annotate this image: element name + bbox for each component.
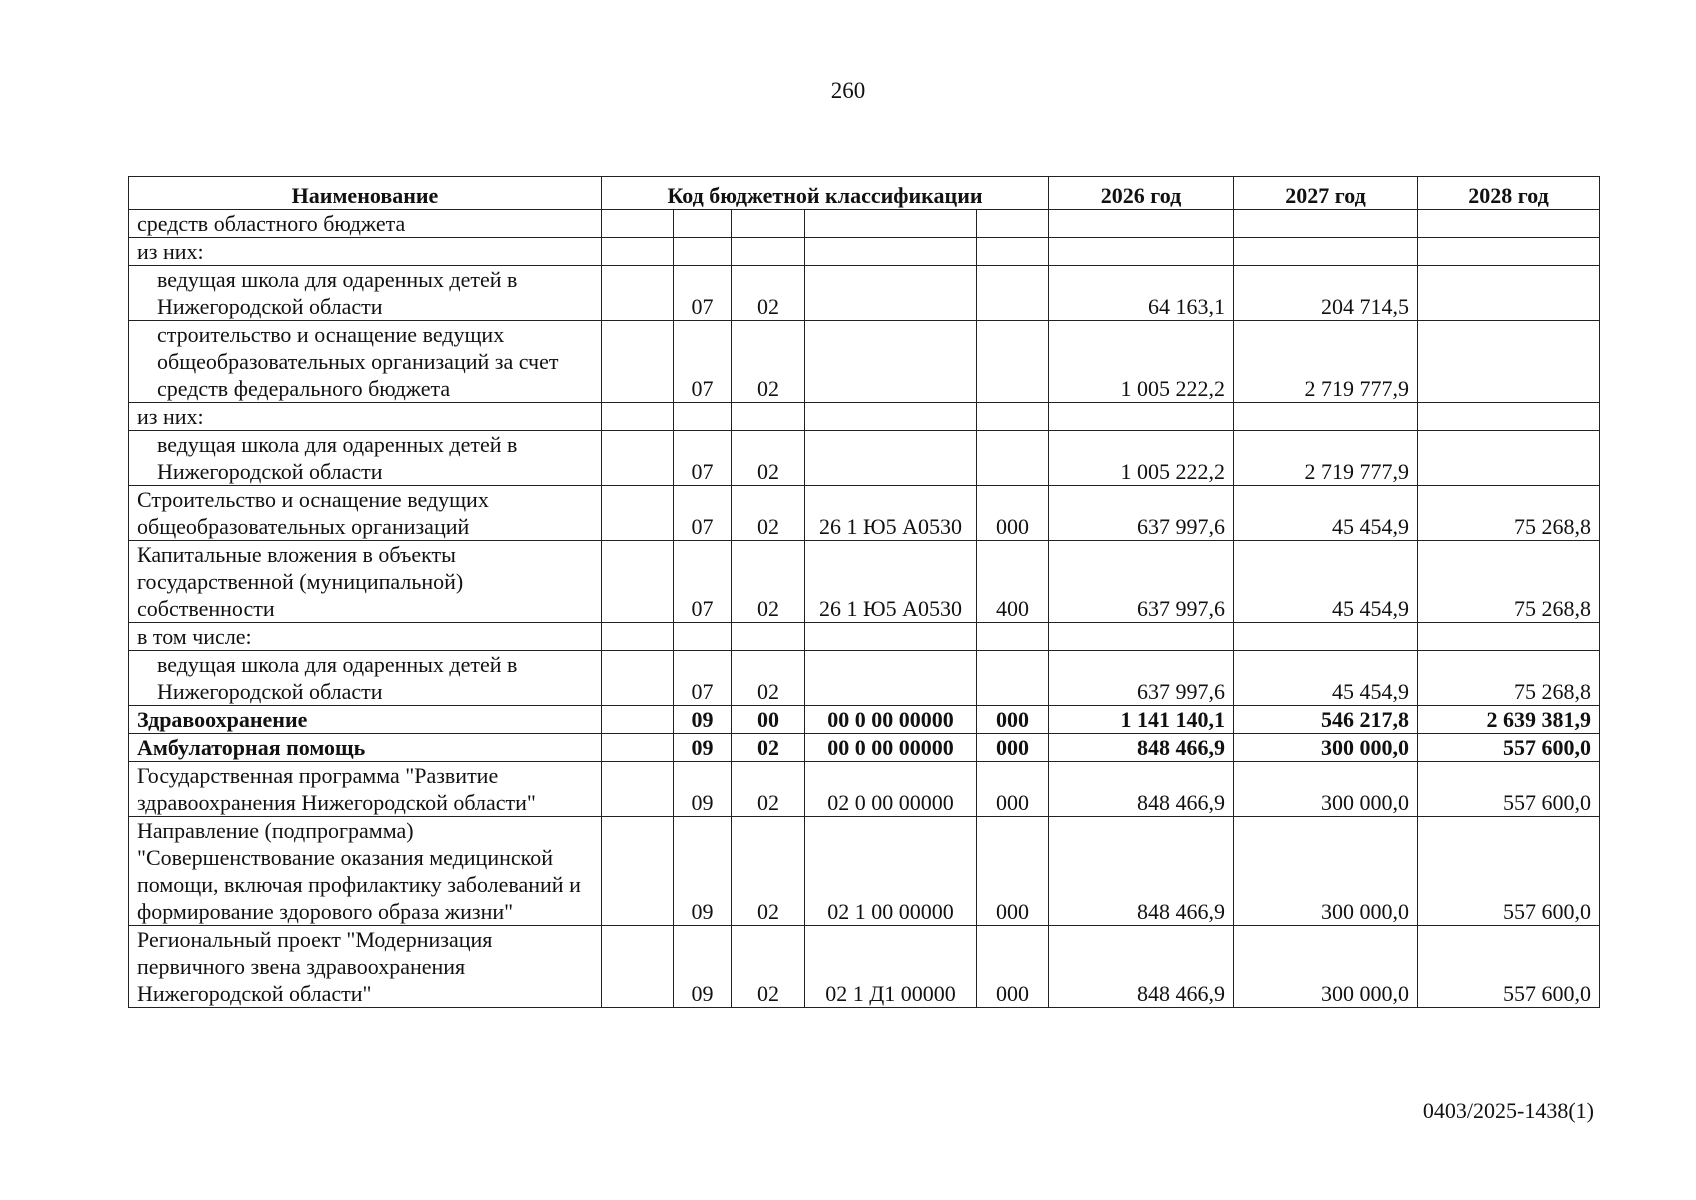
row-code-section: 09 — [674, 817, 732, 926]
row-code-target — [805, 321, 977, 403]
row-code-section — [674, 623, 732, 651]
row-2028: 75 268,8 — [1418, 651, 1600, 706]
table-row — [129, 486, 1600, 541]
row-2026 — [1049, 210, 1234, 238]
row-code-target — [805, 651, 977, 706]
row-code-section — [674, 210, 732, 238]
row-code-expense — [977, 431, 1049, 486]
row-code-target: 26 1 Ю5 А0530 — [805, 541, 977, 623]
row-2027: 45 454,9 — [1234, 651, 1418, 706]
row-code-subsection — [732, 238, 805, 266]
row-2026: 848 466,9 — [1049, 734, 1234, 762]
row-2027: 2 719 777,9 — [1234, 321, 1418, 403]
table-row — [129, 651, 1600, 706]
row-2026: 848 466,9 — [1049, 817, 1234, 926]
row-name: ведущая школа для одаренных детей в Нижегородской области — [129, 651, 602, 706]
row-name: ведущая школа для одаренных детей в Нижегородской области — [129, 431, 602, 486]
row-code-target — [805, 210, 977, 238]
table-row — [129, 926, 1600, 1008]
header-2028: 2028 год — [1418, 177, 1600, 210]
row-name: Здравоохранение — [129, 706, 602, 734]
row-2028 — [1418, 623, 1600, 651]
row-2026: 64 163,1 — [1049, 266, 1234, 321]
row-2027 — [1234, 210, 1418, 238]
row-code-subsection: 00 — [732, 706, 805, 734]
row-code-section: 09 — [674, 762, 732, 817]
table-row — [129, 706, 1600, 734]
row-code-subsection — [732, 403, 805, 431]
row-code-expense — [977, 651, 1049, 706]
row-code-target: 00 0 00 00000 — [805, 734, 977, 762]
row-code-target — [805, 431, 977, 486]
row-code-section: 09 — [674, 926, 732, 1008]
row-code-expense: 000 — [977, 762, 1049, 817]
row-2028: 75 268,8 — [1418, 541, 1600, 623]
row-code-section: 07 — [674, 431, 732, 486]
row-2026: 637 997,6 — [1049, 486, 1234, 541]
row-code-subsection: 02 — [732, 541, 805, 623]
row-code-expense: 000 — [977, 486, 1049, 541]
row-2028 — [1418, 210, 1600, 238]
row-code-section: 07 — [674, 651, 732, 706]
row-2027: 300 000,0 — [1234, 926, 1418, 1008]
header-2026: 2026 год — [1049, 177, 1234, 210]
row-2026: 1 141 140,1 — [1049, 706, 1234, 734]
row-code-expense: 000 — [977, 706, 1049, 734]
row-code-subsection: 02 — [732, 817, 805, 926]
row-2028: 557 600,0 — [1418, 734, 1600, 762]
row-2027 — [1234, 623, 1418, 651]
row-code-section — [674, 403, 732, 431]
row-code-target — [805, 266, 977, 321]
header-name: Наименование — [129, 177, 602, 210]
row-2028: 557 600,0 — [1418, 817, 1600, 926]
row-2026: 1 005 222,2 — [1049, 321, 1234, 403]
row-2027: 2 719 777,9 — [1234, 431, 1418, 486]
row-2026 — [1049, 623, 1234, 651]
row-2028 — [1418, 266, 1600, 321]
header-2027: 2027 год — [1234, 177, 1418, 210]
row-code-section: 09 — [674, 706, 732, 734]
table-row — [129, 817, 1600, 926]
row-code-subsection: 02 — [732, 926, 805, 1008]
row-code-expense — [977, 238, 1049, 266]
row-code-target: 26 1 Ю5 А0530 — [805, 486, 977, 541]
row-2027 — [1234, 403, 1418, 431]
row-2026: 1 005 222,2 — [1049, 431, 1234, 486]
row-code-expense: 400 — [977, 541, 1049, 623]
row-2028 — [1418, 321, 1600, 403]
row-name: ведущая школа для одаренных детей в Нижегородской области — [129, 266, 602, 321]
row-code-subsection: 02 — [732, 651, 805, 706]
table-row — [129, 238, 1600, 266]
row-2028: 2 639 381,9 — [1418, 706, 1600, 734]
row-name: средств областного бюджета — [129, 210, 602, 238]
row-name: из них: — [129, 403, 602, 431]
row-code-subsection: 02 — [732, 321, 805, 403]
row-code-expense: 000 — [977, 734, 1049, 762]
row-2026: 848 466,9 — [1049, 762, 1234, 817]
row-code-expense — [977, 623, 1049, 651]
row-code-target — [805, 623, 977, 651]
row-code-expense — [977, 266, 1049, 321]
row-code-target — [805, 403, 977, 431]
row-code-subsection: 02 — [732, 266, 805, 321]
row-code-target: 00 0 00 00000 — [805, 706, 977, 734]
table-row — [129, 431, 1600, 486]
row-2028: 75 268,8 — [1418, 486, 1600, 541]
table-row — [129, 734, 1600, 762]
table-row — [129, 541, 1600, 623]
row-code-section: 07 — [674, 486, 732, 541]
row-2028 — [1418, 238, 1600, 266]
row-name: Капитальные вложения в объекты государственной (муниципальной) собственности — [129, 541, 602, 623]
row-code-section: 09 — [674, 734, 732, 762]
row-code-target: 02 1 00 00000 — [805, 817, 977, 926]
row-2027: 300 000,0 — [1234, 817, 1418, 926]
header-row — [129, 177, 1600, 210]
row-2026 — [1049, 238, 1234, 266]
row-name: в том числе: — [129, 623, 602, 651]
table-row — [129, 321, 1600, 403]
row-code-expense: 000 — [977, 926, 1049, 1008]
row-code-section: 07 — [674, 321, 732, 403]
row-code-expense — [977, 403, 1049, 431]
table-row — [129, 762, 1600, 817]
page-number: 260 — [830, 78, 866, 103]
row-2028 — [1418, 431, 1600, 486]
table-row — [129, 266, 1600, 321]
row-code-expense: 000 — [977, 817, 1049, 926]
row-name: строительство и оснащение ведущих общеобразовательных организаций за счет средств федерального бюджета — [129, 321, 602, 403]
row-name: Направление (подпрограмма) "Совершенствование оказания медицинской помощи, включая профилактику заболеваний и формирование здорового образа жизни" — [129, 817, 602, 926]
budget-table — [128, 176, 1600, 1008]
row-2027: 300 000,0 — [1234, 762, 1418, 817]
row-code-subsection: 02 — [732, 762, 805, 817]
row-code-section: 07 — [674, 541, 732, 623]
row-code-subsection — [732, 210, 805, 238]
row-2026: 637 997,6 — [1049, 651, 1234, 706]
row-code-target: 02 1 Д1 00000 — [805, 926, 977, 1008]
row-2027: 204 714,5 — [1234, 266, 1418, 321]
row-2027 — [1234, 238, 1418, 266]
row-code-section: 07 — [674, 266, 732, 321]
table-row — [129, 623, 1600, 651]
row-code-expense — [977, 210, 1049, 238]
row-2027: 45 454,9 — [1234, 486, 1418, 541]
row-2027: 546 217,8 — [1234, 706, 1418, 734]
table-row — [129, 210, 1600, 238]
table-row — [129, 403, 1600, 431]
row-2027: 300 000,0 — [1234, 734, 1418, 762]
row-name: Региональный проект "Модернизация первичного звена здравоохранения Нижегородской области" — [129, 926, 602, 1008]
document-reference: 0403/2025-1438(1) — [1422, 1098, 1594, 1123]
row-2026 — [1049, 403, 1234, 431]
row-code-target: 02 0 00 00000 — [805, 762, 977, 817]
row-2028: 557 600,0 — [1418, 762, 1600, 817]
row-name: Строительство и оснащение ведущих общеобразовательных организаций — [129, 486, 602, 541]
row-2027: 45 454,9 — [1234, 541, 1418, 623]
row-code-expense — [977, 321, 1049, 403]
header-code: Код бюджетной классификации — [602, 177, 1049, 210]
row-2028 — [1418, 403, 1600, 431]
row-code-target — [805, 238, 977, 266]
row-code-subsection: 02 — [732, 431, 805, 486]
row-code-subsection: 02 — [732, 486, 805, 541]
row-2026: 637 997,6 — [1049, 541, 1234, 623]
row-code-subsection: 02 — [732, 734, 805, 762]
row-code-subsection — [732, 623, 805, 651]
row-code-section — [674, 238, 732, 266]
row-2028: 557 600,0 — [1418, 926, 1600, 1008]
row-name: Амбулаторная помощь — [129, 734, 602, 762]
row-2026: 848 466,9 — [1049, 926, 1234, 1008]
row-name: из них: — [129, 238, 602, 266]
row-name: Государственная программа "Развитие здравоохранения Нижегородской области" — [129, 762, 602, 817]
